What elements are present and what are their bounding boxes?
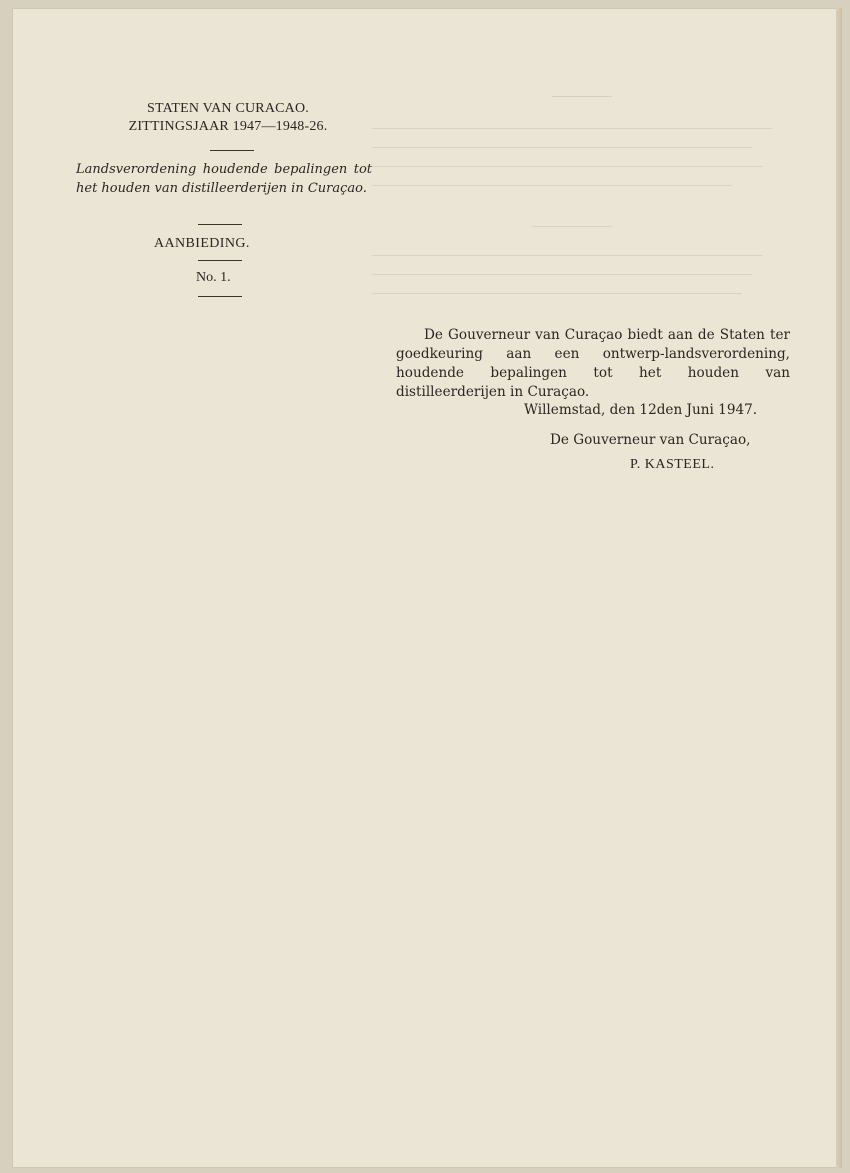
divider-number-top [198,260,242,261]
divider-top [210,150,254,151]
page-edge [836,8,842,1168]
divider-middle [198,224,242,225]
divider-number-bottom [198,296,242,297]
document-header [62,100,374,285]
document-subject: Landsverordening houdende bepalingen tot het houden van distilleerderijen in Curaçao. [76,162,372,196]
place-date: Willemstad, den 12den Juni 1947. [524,402,758,418]
session-line: ZITTINGSJAAR 1947—1948-26. [128,119,328,134]
document-number: No. 1. [196,270,231,285]
section-label: AANBIEDING. [154,236,250,251]
document-page [12,8,838,1168]
document-title: STATEN VAN CURACAO. [146,101,310,116]
body-paragraph: De Gouverneur van Curaçao biedt aan de Staten ter goedkeuring aan een ontwerp-landsverordening, houdende bepalingen tot het houden van distilleerderijen in Curaçao. [396,327,790,400]
signatory-name: P. KASTEEL. [630,457,715,472]
bleed-through-texture [372,96,812,1096]
signatory-title: De Gouverneur van Curaçao, [550,432,751,448]
offer-statement [396,326,790,472]
